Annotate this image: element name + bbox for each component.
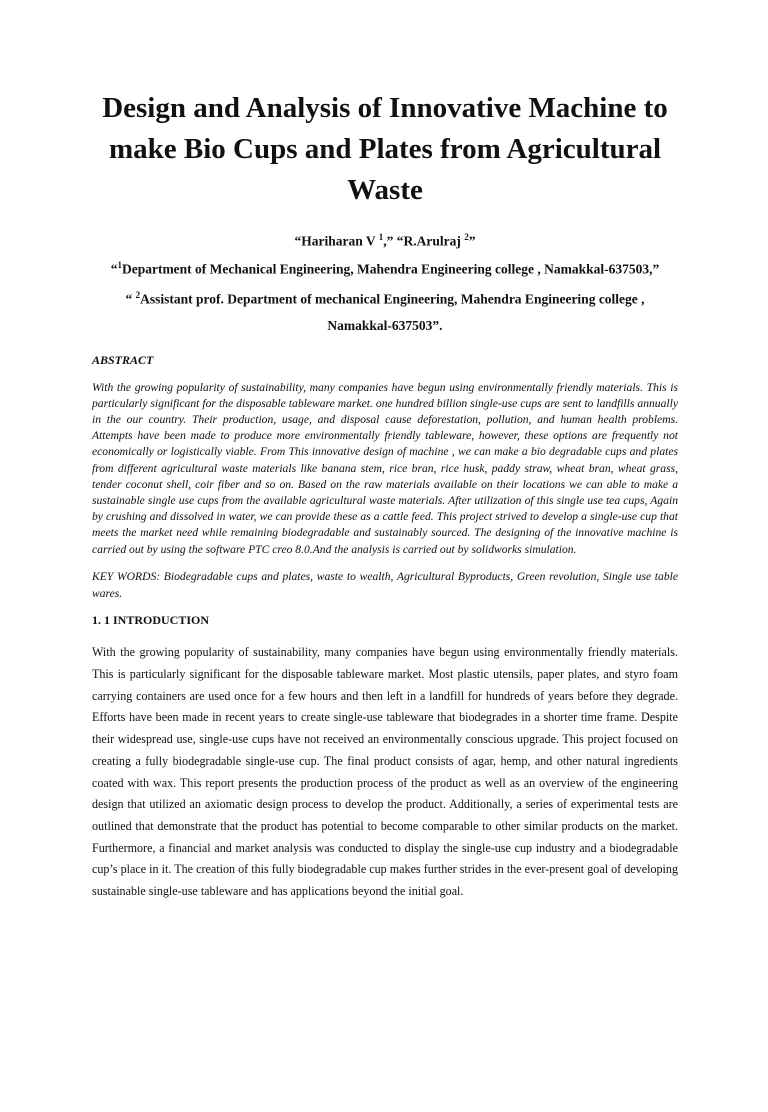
affiliation-1-superscript: 1 xyxy=(117,259,122,270)
affiliation-2 xyxy=(92,282,678,339)
affiliation-1 xyxy=(92,252,678,283)
paper-title: Design and Analysis of Innovative Machine to make Bio Cups and Plates from Agricultural Waste xyxy=(102,92,668,206)
author-separator: ,” “R.Arulraj xyxy=(383,233,465,249)
author-line-end: ” xyxy=(468,233,476,249)
author-2-superscript: 2 xyxy=(464,232,469,242)
keywords-paragraph: KEY WORDS: Biodegradable cups and plates, waste to wealth, Agricultural Byproducts, Green revolution, Single use table wares. xyxy=(92,570,678,600)
affiliation-1-open: “ xyxy=(110,261,118,276)
affiliation-2-open: “ xyxy=(125,291,136,307)
affiliation-2-text: Assistant prof. Department of mechanical Engineering, Mahendra Engineering college , Namakkal-637503”. xyxy=(140,291,645,333)
affiliation-1-text: Department of Mechanical Engineering, Mahendra Engineering college , Namakkal-637503,” xyxy=(121,261,660,276)
document-page xyxy=(0,88,768,1112)
introduction-paragraph: With the growing popularity of sustainability, many companies have begun using environmentally friendly materials. This is particularly significant for the disposable tableware market. Most plastic utensils, paper plates, and styro foam carrying containers are used once for a few hours and then left in a landfill for hundreds of years before they degrade. Efforts have been made in recent years to create single-use tableware that biodegrades in a shorter time frame. Despite their widespread use, single-use cups have not received an environmentally conscious upgrade. This project focused on creating a fully biodegradable single-use cup. The final product consists of agar, hemp, and other natural ingredients coated with wax. This report presents the production process of the product as well as an overview of the engineering design that utilized an axiomatic design process to develop the product. Additionally, a series of experimental tests are outlined that demonstrate that the product has potential to become comparable to other similar products on the market. Furthermore, a financial and market analysis was conducted to display the single-use cup industry and a biodegradable cup’s place in it. The creation of this fully biodegradable cup makes further strides in the ever-present goal of developing sustainable single-use tableware and has applications beyond the initial goal. xyxy=(92,645,678,899)
affiliation-2-superscript: 2 xyxy=(135,290,141,300)
author-line xyxy=(92,227,678,252)
section-heading-introduction: 1. 1 INTRODUCTION xyxy=(92,613,210,628)
abstract-heading: ABSTRACT xyxy=(92,352,154,367)
author-1-name: “Hariharan V xyxy=(294,233,379,249)
author-1-superscript: 1 xyxy=(378,232,384,242)
abstract-paragraph: With the growing popularity of sustainability, many companies have begun using environmentally friendly materials. This is particularly significant for the disposable tableware market. one hundred billion single-use cups are sent to landfills annually in the our country. Their production, usage, and disposal cause deforestation, pollution, and human health problems. Attempts have been made to produce more environmentally friendly tableware, however, these options are frequently not economically or logistically viable. From This innovative design of machine , we can make a bio degradable cups and plates from different agricultural waste materials like banana stem, rice bran, rice husk, paddy straw, wheat bran, wheat grass, tender coconut shell, coir fiber and so on. Based on the raw materials available on their locations we can able to make a sustainable single use cups from the available agricultural waste materials. After utilization of this single use tea cups, Again by crushing and dissolved in water, we can provide these as a cattle feed. This project strived to develop a single-use cup that meets the market need while remaining biodegradable and sustainably sourced. The designing of the innovative machine is carried out by using the software PTC creo 8.0.And the analysis is carried out by solidworks simulation. xyxy=(92,380,678,556)
